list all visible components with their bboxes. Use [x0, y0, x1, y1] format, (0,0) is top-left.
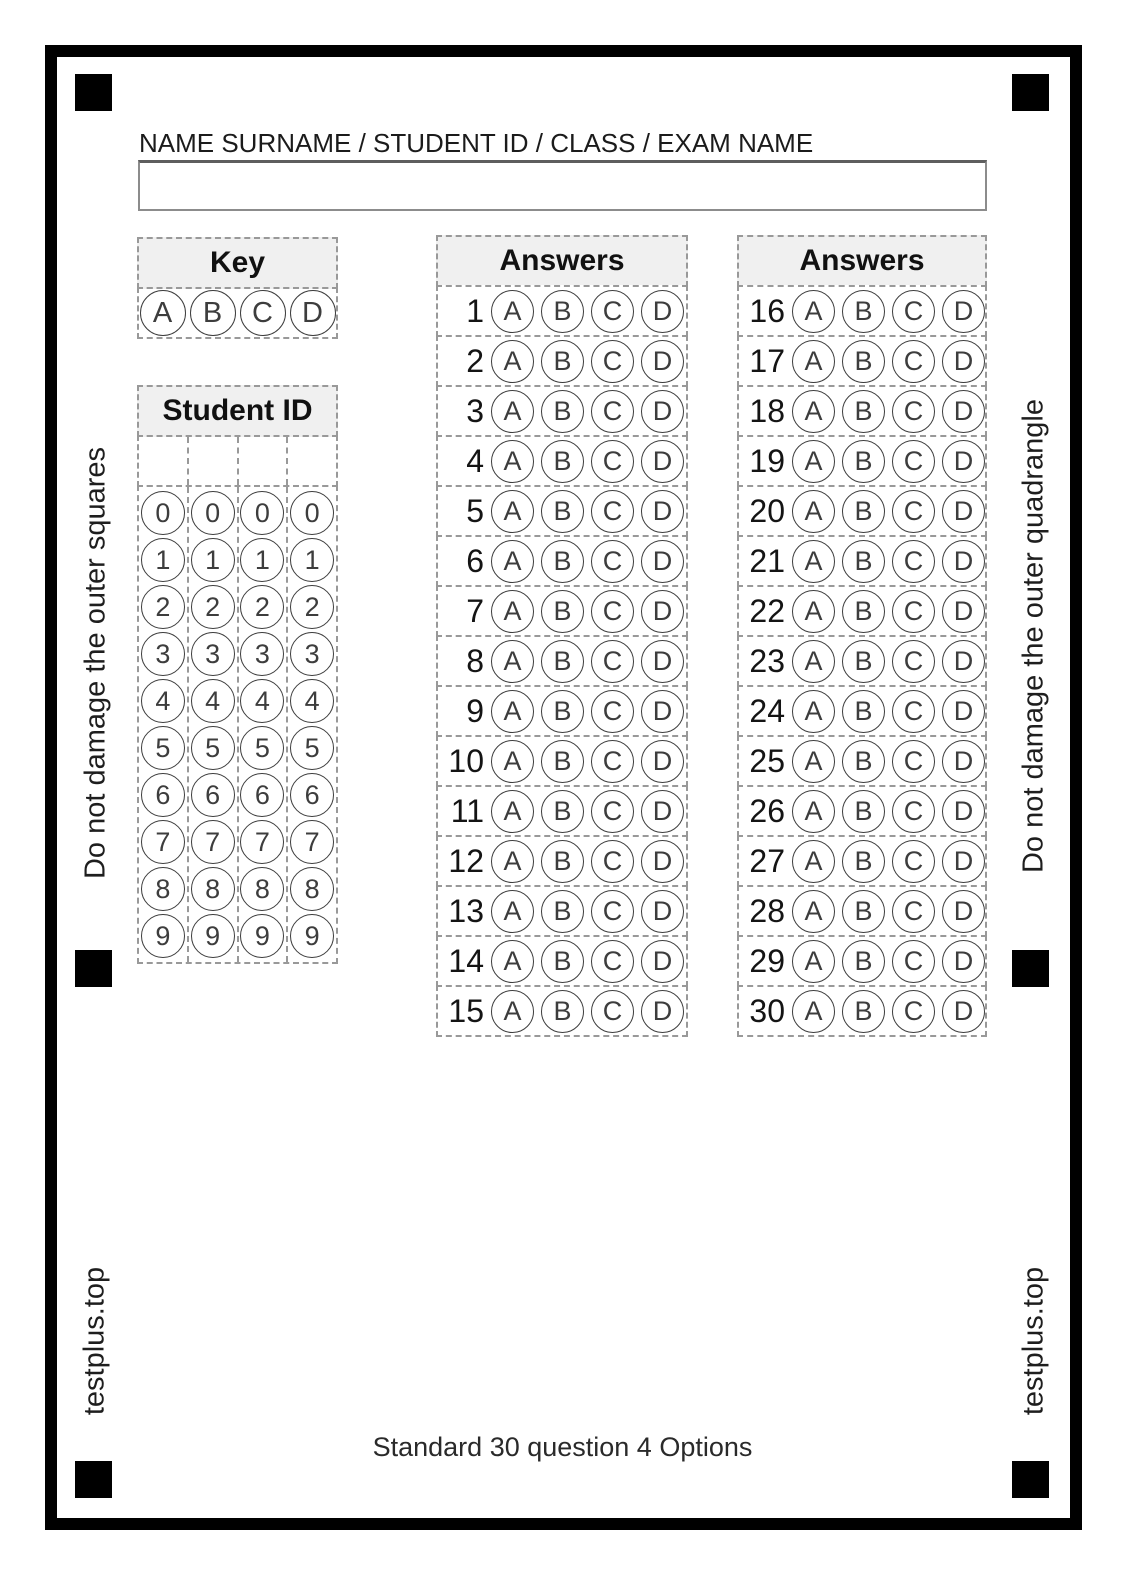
student-id-bubble-col3-3[interactable]: 3 [240, 632, 284, 676]
answer-bubble-30-B[interactable]: B [842, 990, 885, 1033]
key-title: Key [137, 237, 338, 289]
student-id-bubble-col4-5[interactable]: 5 [290, 726, 334, 770]
answer-bubble-15-B[interactable]: B [541, 990, 584, 1033]
answer-bubble-12-B[interactable]: B [541, 840, 584, 883]
answer-bubble-20-C[interactable]: C [892, 490, 935, 533]
question-number-7: 7 [466, 592, 484, 629]
name-field[interactable] [138, 160, 987, 211]
answer-bubble-24-D[interactable]: D [942, 690, 985, 733]
question-number-28: 28 [749, 892, 785, 929]
answer-bubble-8-B[interactable]: B [541, 640, 584, 683]
student-id-title: Student ID [137, 385, 338, 437]
answer-bubble-17-B[interactable]: B [842, 340, 885, 383]
question-number-30: 30 [749, 992, 785, 1029]
answer-bubble-25-C[interactable]: C [892, 740, 935, 783]
answer-bubble-11-A[interactable]: A [491, 790, 534, 833]
answer-bubble-9-D[interactable]: D [641, 690, 684, 733]
student-id-bubble-col3-1[interactable]: 1 [240, 538, 284, 582]
answer-row-15 [436, 985, 688, 1037]
answer-bubble-4-A[interactable]: A [491, 440, 534, 483]
question-number-18: 18 [749, 392, 785, 429]
answer-bubble-11-D[interactable]: D [641, 790, 684, 833]
answer-bubble-12-A[interactable]: A [491, 840, 534, 883]
question-number-20: 20 [749, 492, 785, 529]
answer-bubble-1-A[interactable]: A [491, 290, 534, 333]
answer-bubble-8-D[interactable]: D [641, 640, 684, 683]
answer-bubble-4-D[interactable]: D [641, 440, 684, 483]
student-id-bubble-col4-6[interactable]: 6 [290, 773, 334, 817]
answer-bubble-24-A[interactable]: A [792, 690, 835, 733]
student-id-bubble-col2-9[interactable]: 9 [191, 914, 235, 958]
answer-bubble-14-A[interactable]: A [491, 940, 534, 983]
student-id-bubble-col3-0[interactable]: 0 [240, 491, 284, 535]
student-id-column-3 [237, 487, 287, 962]
answer-row-14 [436, 935, 688, 987]
student-id-bubble-col1-4[interactable]: 4 [141, 679, 185, 723]
answer-row-13 [436, 885, 688, 937]
answer-bubble-25-A[interactable]: A [792, 740, 835, 783]
student-id-bubble-col4-7[interactable]: 7 [290, 820, 334, 864]
student-id-write-cell-2[interactable] [187, 437, 237, 485]
answer-bubble-15-C[interactable]: C [591, 990, 634, 1033]
student-id-bubble-col2-3[interactable]: 3 [191, 632, 235, 676]
answer-row-1 [436, 285, 688, 337]
answer-bubble-4-C[interactable]: C [591, 440, 634, 483]
answer-bubble-5-B[interactable]: B [541, 490, 584, 533]
student-id-write-cell-4[interactable] [286, 437, 336, 485]
question-number-17: 17 [749, 342, 785, 379]
answer-bubble-12-C[interactable]: C [591, 840, 634, 883]
student-id-bubble-col3-8[interactable]: 8 [240, 867, 284, 911]
answers-section-1 [436, 235, 688, 1037]
answer-bubble-5-C[interactable]: C [591, 490, 634, 533]
student-id-bubble-col4-9[interactable]: 9 [290, 914, 334, 958]
answer-row-10 [436, 735, 688, 787]
student-id-column-4 [286, 487, 336, 962]
student-id-bubble-col2-4[interactable]: 4 [191, 679, 235, 723]
answer-bubble-25-D[interactable]: D [942, 740, 985, 783]
answer-bubble-20-B[interactable]: B [842, 490, 885, 533]
answer-row-21 [737, 535, 987, 587]
answer-bubble-17-A[interactable]: A [792, 340, 835, 383]
student-id-column-1 [139, 487, 187, 962]
question-number-19: 19 [749, 442, 785, 479]
student-id-bubble-col1-8[interactable]: 8 [141, 867, 185, 911]
answer-bubble-7-B[interactable]: B [541, 590, 584, 633]
answer-bubble-23-A[interactable]: A [792, 640, 835, 683]
answer-bubble-26-C[interactable]: C [892, 790, 935, 833]
question-number-27: 27 [749, 842, 785, 879]
answer-bubble-20-D[interactable]: D [942, 490, 985, 533]
answer-bubble-9-B[interactable]: B [541, 690, 584, 733]
answer-bubble-16-A[interactable]: A [792, 290, 835, 333]
answer-bubble-9-C[interactable]: C [591, 690, 634, 733]
student-id-bubble-col4-4[interactable]: 4 [290, 679, 334, 723]
answers-section-2 [737, 235, 987, 1037]
answer-bubble-21-B[interactable]: B [842, 540, 885, 583]
answer-bubble-7-C[interactable]: C [591, 590, 634, 633]
answer-bubble-3-D[interactable]: D [641, 390, 684, 433]
answer-bubble-13-B[interactable]: B [541, 890, 584, 933]
student-id-bubble-col4-2[interactable]: 2 [290, 585, 334, 629]
answer-row-4 [436, 435, 688, 487]
answer-bubble-2-A[interactable]: A [491, 340, 534, 383]
registration-square-bottom-left [75, 1461, 112, 1498]
answer-row-25 [737, 735, 987, 787]
answer-bubble-24-B[interactable]: B [842, 690, 885, 733]
answer-bubble-14-D[interactable]: D [641, 940, 684, 983]
answer-bubble-1-D[interactable]: D [641, 290, 684, 333]
answer-bubble-17-C[interactable]: C [892, 340, 935, 383]
answer-bubble-28-A[interactable]: A [792, 890, 835, 933]
answer-bubble-16-B[interactable]: B [842, 290, 885, 333]
student-id-grid [137, 485, 338, 964]
answers-rows-2 [737, 285, 987, 1037]
student-id-bubble-col1-0[interactable]: 0 [141, 491, 185, 535]
student-id-bubble-col1-5[interactable]: 5 [141, 726, 185, 770]
answer-bubble-28-B[interactable]: B [842, 890, 885, 933]
answer-row-18 [737, 385, 987, 437]
registration-square-top-right [1012, 74, 1049, 111]
answer-bubble-3-B[interactable]: B [541, 390, 584, 433]
answer-bubble-30-D[interactable]: D [942, 990, 985, 1033]
answer-bubble-21-C[interactable]: C [892, 540, 935, 583]
answer-bubble-23-B[interactable]: B [842, 640, 885, 683]
answer-row-6 [436, 535, 688, 587]
answer-row-8 [436, 635, 688, 687]
answer-bubble-19-A[interactable]: A [792, 440, 835, 483]
answer-bubble-8-A[interactable]: A [491, 640, 534, 683]
answer-bubble-19-B[interactable]: B [842, 440, 885, 483]
student-id-bubble-col2-5[interactable]: 5 [191, 726, 235, 770]
answer-bubble-27-A[interactable]: A [792, 840, 835, 883]
answer-bubble-15-A[interactable]: A [491, 990, 534, 1033]
answer-bubble-22-A[interactable]: A [792, 590, 835, 633]
student-id-bubble-col1-6[interactable]: 6 [141, 773, 185, 817]
answer-bubble-29-A[interactable]: A [792, 940, 835, 983]
answer-row-12 [436, 835, 688, 887]
answer-bubble-1-C[interactable]: C [591, 290, 634, 333]
student-id-bubble-col3-4[interactable]: 4 [240, 679, 284, 723]
answer-bubble-2-D[interactable]: D [641, 340, 684, 383]
student-id-bubble-col2-2[interactable]: 2 [191, 585, 235, 629]
answer-bubble-18-A[interactable]: A [792, 390, 835, 433]
answer-bubble-6-D[interactable]: D [641, 540, 684, 583]
answer-bubble-18-B[interactable]: B [842, 390, 885, 433]
answer-bubble-22-B[interactable]: B [842, 590, 885, 633]
answer-bubble-13-A[interactable]: A [491, 890, 534, 933]
answer-bubble-2-B[interactable]: B [541, 340, 584, 383]
answer-bubble-3-A[interactable]: A [491, 390, 534, 433]
answer-bubble-13-D[interactable]: D [641, 890, 684, 933]
answer-bubble-27-B[interactable]: B [842, 840, 885, 883]
question-number-9: 9 [466, 692, 484, 729]
student-id-bubble-col1-7[interactable]: 7 [141, 820, 185, 864]
student-id-bubble-col2-7[interactable]: 7 [191, 820, 235, 864]
answer-bubble-4-B[interactable]: B [541, 440, 584, 483]
answers-title-2: Answers [737, 235, 987, 287]
answer-row-2 [436, 335, 688, 387]
answer-row-30 [737, 985, 987, 1037]
answer-bubble-22-C[interactable]: C [892, 590, 935, 633]
answer-row-5 [436, 485, 688, 537]
question-number-11: 11 [450, 792, 484, 829]
question-number-16: 16 [749, 292, 785, 329]
question-number-25: 25 [749, 742, 785, 779]
footer-caption: Standard 30 question 4 Options [372, 1432, 753, 1462]
registration-square-mid-left [75, 950, 112, 987]
answer-bubble-7-A[interactable]: A [491, 590, 534, 633]
answer-bubble-27-C[interactable]: C [892, 840, 935, 883]
answer-bubble-18-C[interactable]: C [892, 390, 935, 433]
question-number-6: 6 [466, 542, 484, 579]
answer-bubble-25-B[interactable]: B [842, 740, 885, 783]
answer-bubble-21-A[interactable]: A [792, 540, 835, 583]
student-id-bubble-col2-0[interactable]: 0 [191, 491, 235, 535]
answer-bubble-24-C[interactable]: C [892, 690, 935, 733]
watermark-right: testplus.top [1017, 1266, 1050, 1416]
student-id-bubble-col2-6[interactable]: 6 [191, 773, 235, 817]
answer-bubble-10-C[interactable]: C [591, 740, 634, 783]
answer-row-7 [436, 585, 688, 637]
answer-bubble-5-A[interactable]: A [491, 490, 534, 533]
question-number-3: 3 [466, 392, 484, 429]
answer-bubble-10-B[interactable]: B [541, 740, 584, 783]
student-id-bubble-col4-8[interactable]: 8 [290, 867, 334, 911]
answer-bubble-7-D[interactable]: D [641, 590, 684, 633]
answer-bubble-9-A[interactable]: A [491, 690, 534, 733]
name-header-label: NAME SURNAME / STUDENT ID / CLASS / EXAM NAME [139, 128, 814, 158]
answer-bubble-20-A[interactable]: A [792, 490, 835, 533]
answer-bubble-3-C[interactable]: C [591, 390, 634, 433]
registration-square-mid-right [1012, 950, 1049, 987]
student-id-bubble-col1-3[interactable]: 3 [141, 632, 185, 676]
registration-square-bottom-right [1012, 1461, 1049, 1498]
answer-bubble-10-A[interactable]: A [491, 740, 534, 783]
question-number-24: 24 [749, 692, 785, 729]
answer-row-28 [737, 885, 987, 937]
answer-bubble-29-D[interactable]: D [942, 940, 985, 983]
answer-bubble-1-B[interactable]: B [541, 290, 584, 333]
student-id-bubble-col3-5[interactable]: 5 [240, 726, 284, 770]
answer-row-26 [737, 785, 987, 837]
question-number-14: 14 [448, 942, 484, 979]
student-id-bubble-col4-3[interactable]: 3 [290, 632, 334, 676]
answer-bubble-11-C[interactable]: C [591, 790, 634, 833]
key-bubble-D[interactable]: D [290, 290, 336, 336]
student-id-bubble-col3-7[interactable]: 7 [240, 820, 284, 864]
answer-bubble-28-D[interactable]: D [942, 890, 985, 933]
answer-bubble-29-B[interactable]: B [842, 940, 885, 983]
answer-bubble-14-B[interactable]: B [541, 940, 584, 983]
question-number-21: 21 [749, 542, 785, 579]
answers-rows-1 [436, 285, 688, 1037]
student-id-write-cell-1[interactable] [139, 437, 187, 485]
student-id-bubble-col1-9[interactable]: 9 [141, 914, 185, 958]
question-number-12: 12 [448, 842, 484, 879]
answer-bubble-16-D[interactable]: D [942, 290, 985, 333]
answer-bubble-30-A[interactable]: A [792, 990, 835, 1033]
answer-row-23 [737, 635, 987, 687]
answer-bubble-29-C[interactable]: C [892, 940, 935, 983]
question-number-10: 10 [448, 742, 484, 779]
student-id-bubble-col3-2[interactable]: 2 [240, 585, 284, 629]
answer-bubble-26-D[interactable]: D [942, 790, 985, 833]
answer-bubble-8-C[interactable]: C [591, 640, 634, 683]
answer-bubble-26-A[interactable]: A [792, 790, 835, 833]
answer-bubble-17-D[interactable]: D [942, 340, 985, 383]
answer-bubble-2-C[interactable]: C [591, 340, 634, 383]
key-bubble-B[interactable]: B [190, 290, 236, 336]
answer-bubble-10-D[interactable]: D [641, 740, 684, 783]
question-number-4: 4 [466, 442, 484, 479]
student-id-bubble-col2-1[interactable]: 1 [191, 538, 235, 582]
answer-bubble-16-C[interactable]: C [892, 290, 935, 333]
question-number-29: 29 [749, 942, 785, 979]
student-id-write-cell-3[interactable] [237, 437, 287, 485]
student-id-bubble-col3-6[interactable]: 6 [240, 773, 284, 817]
answer-row-20 [737, 485, 987, 537]
answer-row-17 [737, 335, 987, 387]
answers-title-1: Answers [436, 235, 688, 287]
answer-row-16 [737, 285, 987, 337]
answer-row-22 [737, 585, 987, 637]
answer-bubble-22-D[interactable]: D [942, 590, 985, 633]
answer-row-24 [737, 685, 987, 737]
student-id-bubble-col4-1[interactable]: 1 [290, 538, 334, 582]
answer-bubble-6-C[interactable]: C [591, 540, 634, 583]
question-number-15: 15 [448, 992, 484, 1029]
watermark-left: testplus.top [78, 1266, 111, 1416]
question-number-2: 2 [466, 342, 484, 379]
answer-row-3 [436, 385, 688, 437]
student-id-bubble-col3-9[interactable]: 9 [240, 914, 284, 958]
question-number-5: 5 [466, 492, 484, 529]
registration-square-top-left [75, 74, 112, 111]
question-number-23: 23 [749, 642, 785, 679]
answer-bubble-6-A[interactable]: A [491, 540, 534, 583]
answer-bubble-30-C[interactable]: C [892, 990, 935, 1033]
question-number-26: 26 [749, 792, 785, 829]
answer-row-11 [436, 785, 688, 837]
answer-bubble-5-D[interactable]: D [641, 490, 684, 533]
question-number-22: 22 [749, 592, 785, 629]
answer-bubble-27-D[interactable]: D [942, 840, 985, 883]
student-id-bubble-col4-0[interactable]: 0 [290, 491, 334, 535]
answer-bubble-14-C[interactable]: C [591, 940, 634, 983]
answer-bubble-12-D[interactable]: D [641, 840, 684, 883]
student-id-section [137, 385, 338, 964]
answer-bubble-13-C[interactable]: C [591, 890, 634, 933]
answer-bubble-6-B[interactable]: B [541, 540, 584, 583]
student-id-write-row [137, 435, 338, 487]
question-number-13: 13 [448, 892, 484, 929]
key-bubble-A[interactable]: A [140, 290, 186, 336]
answer-row-29 [737, 935, 987, 987]
student-id-bubble-col1-1[interactable]: 1 [141, 538, 185, 582]
left-warning-text: Do not damage the outer squares [79, 446, 112, 880]
answer-bubble-18-D[interactable]: D [942, 390, 985, 433]
student-id-bubble-col1-2[interactable]: 2 [141, 585, 185, 629]
question-number-1: 1 [466, 292, 484, 329]
answer-bubble-15-D[interactable]: D [641, 990, 684, 1033]
answer-bubble-21-D[interactable]: D [942, 540, 985, 583]
answer-bubble-26-B[interactable]: B [842, 790, 885, 833]
key-bubble-row [137, 287, 338, 339]
student-id-bubble-col2-8[interactable]: 8 [191, 867, 235, 911]
student-id-column-2 [187, 487, 237, 962]
answer-bubble-19-D[interactable]: D [942, 440, 985, 483]
answer-row-27 [737, 835, 987, 887]
answer-row-19 [737, 435, 987, 487]
key-section [137, 237, 338, 339]
answer-bubble-28-C[interactable]: C [892, 890, 935, 933]
right-warning-text: Do not damage the outer quadrangle [1017, 398, 1050, 874]
key-bubble-C[interactable]: C [240, 290, 286, 336]
answer-bubble-23-C[interactable]: C [892, 640, 935, 683]
answer-row-9 [436, 685, 688, 737]
question-number-8: 8 [466, 642, 484, 679]
answer-bubble-19-C[interactable]: C [892, 440, 935, 483]
answer-bubble-11-B[interactable]: B [541, 790, 584, 833]
answer-bubble-23-D[interactable]: D [942, 640, 985, 683]
